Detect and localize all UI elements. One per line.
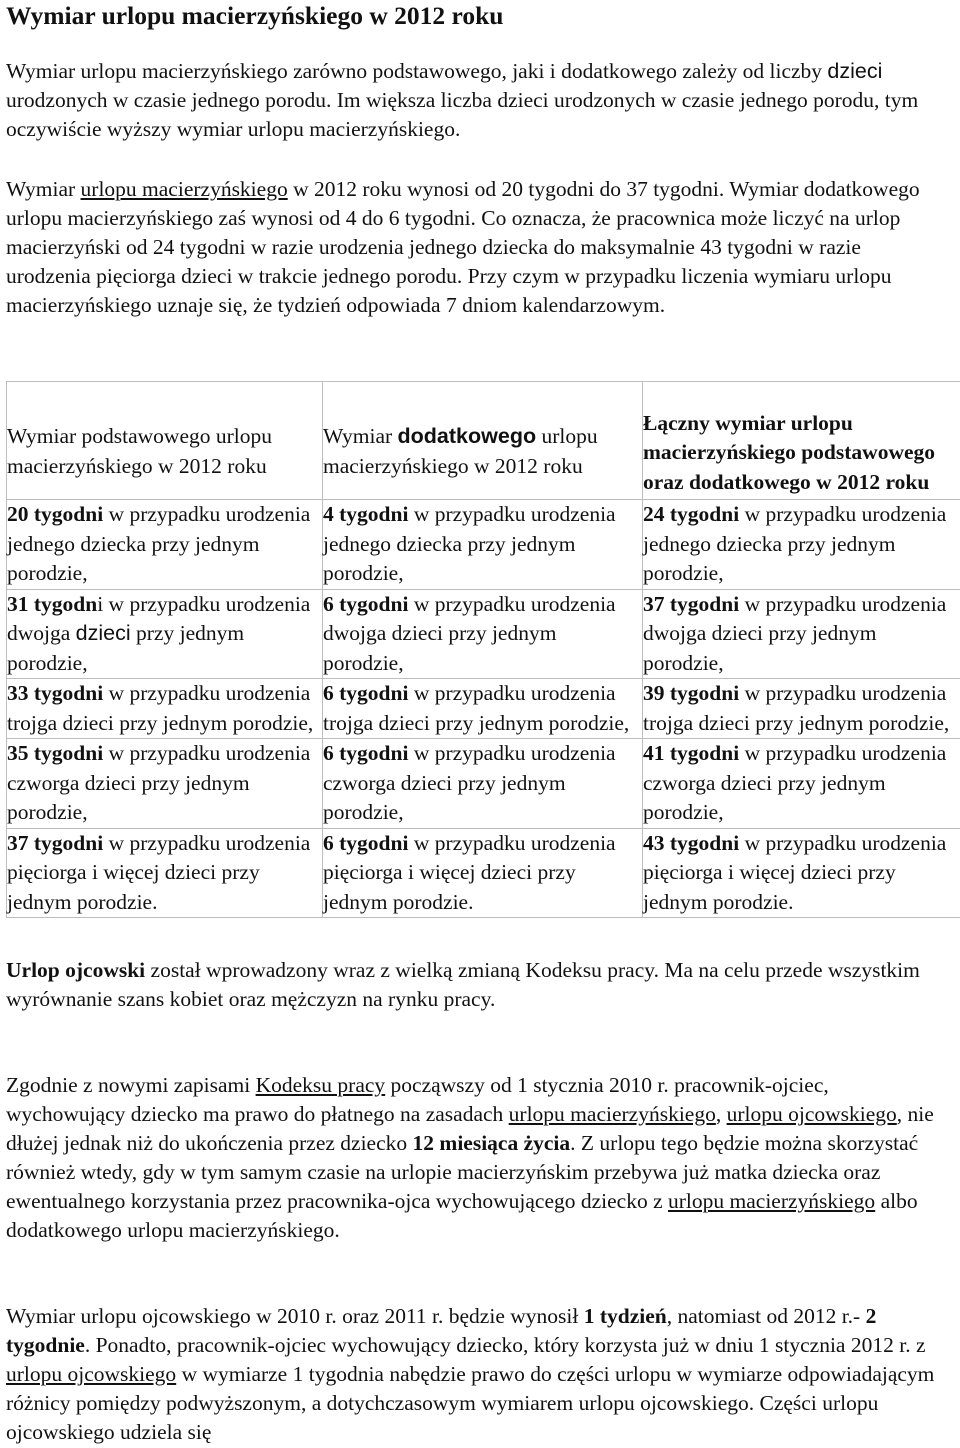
table-row <box>7 828 960 918</box>
intro-text: Wymiar <box>6 177 76 201</box>
header-cell-additional <box>323 382 643 500</box>
table-cell <box>323 739 643 829</box>
table-cell <box>7 828 323 918</box>
weeks-value: 6 tygodni <box>323 830 409 855</box>
cell-text: w przypadku urodzenia pięciorga i więcej dzieci przy jednym porodzie. <box>323 830 616 914</box>
weeks-value: 20 tygodni <box>7 502 104 526</box>
header-text: urlopu macierzyńskiego w 2012 roku <box>323 424 598 478</box>
table-row <box>7 739 960 829</box>
header-text-dodatkowego: dodatkowego <box>397 424 537 448</box>
cell-text: w przypadku urodzenia jednego dziecka przy jednym porodzie, <box>643 502 947 585</box>
cell-text: w przypadku urodzenia czworga dzieci przy jednym porodzie, <box>7 741 311 824</box>
table-row <box>7 679 960 739</box>
link-urlop-macierzynski[interactable]: urlopu macierzyńskiego <box>668 1189 876 1213</box>
table-cell <box>323 589 643 679</box>
weeks-value: 43 tygodni <box>643 830 740 855</box>
ojcowski-paragraph-3 <box>6 1302 950 1447</box>
table-cell <box>7 679 323 739</box>
cell-text: w przypadku urodzenia trojga dzieci przy jednym porodzie, <box>323 681 630 735</box>
weeks-value: 31 tygodn <box>7 591 98 616</box>
intro-word-dzieci: dzieci <box>827 59 883 83</box>
link-urlop-ojcowski[interactable]: urlopu ojcowskiego <box>726 1102 897 1126</box>
paragraph-text: , nie dłużej jednak niż do ukończenia przez dziecko <box>6 1102 934 1155</box>
header-cell-basic: Wymiar podstawowego urlopu macierzyńskiego w 2012 roku <box>7 382 323 500</box>
weeks-value: 6 tygodni <box>323 591 409 616</box>
paragraph-text: albo dodatkowego urlopu macierzyńskiego. <box>6 1189 918 1242</box>
table-cell <box>323 828 643 918</box>
link-urlop-ojcowski[interactable]: urlopu ojcowskiego <box>6 1362 177 1386</box>
table-cell <box>643 500 960 590</box>
table-row <box>7 589 960 679</box>
cell-text: i w przypadku urodzenia dwojga <box>7 591 311 645</box>
paragraph-text: , <box>715 1102 722 1126</box>
cell-text: w przypadku urodzenia dwojga dzieci przy jednym porodzie, <box>643 591 947 675</box>
cell-text: w przypadku urodzenia jednego dziecka przy jednym porodzie, <box>7 502 311 585</box>
table-cell <box>643 828 960 918</box>
ojcowski-paragraph-1 <box>6 956 950 1014</box>
intro-paragraph-1 <box>6 57 950 144</box>
table-cell <box>323 500 643 590</box>
weeks-value: 37 tygodni <box>7 830 104 855</box>
bold-term: 1 tydzień <box>583 1304 667 1328</box>
table-cell <box>7 500 323 590</box>
page-title: Wymiar urlopu macierzyńskiego w 2012 roku <box>6 1 504 30</box>
paragraph-text: w wymiarze 1 tygodnia nabędzie prawo do części urlopu w wymiarze odpowiadającym różnicy pomiędzy podwyższonym, a dotychczasowym wymiarem urlopu ojcowskiego. Części urlopu ojcowskiego udziela się <box>6 1362 935 1444</box>
weeks-value: 6 tygodni <box>323 681 409 705</box>
weeks-value: 35 tygodni <box>7 741 104 765</box>
weeks-value: 41 tygodni <box>643 741 740 765</box>
cell-word-dzieci: dzieci <box>75 621 131 645</box>
weeks-value: 24 tygodni <box>643 502 740 526</box>
cell-text: w przypadku urodzenia czworga dzieci przy jednym porodzie, <box>643 741 947 824</box>
paragraph-text: Wymiar urlopu ojcowskiego w 2010 r. oraz 2011 r. będzie wynosił <box>6 1304 579 1328</box>
cell-text: przy jednym porodzie, <box>7 621 245 675</box>
cell-text: w przypadku urodzenia dwojga dzieci przy jednym porodzie, <box>323 591 616 675</box>
cell-text: w przypadku urodzenia czworga dzieci przy jednym porodzie, <box>323 741 616 824</box>
table-row <box>7 500 960 590</box>
cell-text: w przypadku urodzenia jednego dziecka przy jednym porodzie, <box>323 502 616 585</box>
table-cell <box>643 589 960 679</box>
header-cell-total: Łączny wymiar urlopu macierzyńskiego podstawowego oraz dodatkowego w 2012 roku <box>643 382 960 500</box>
paragraph-text: . Z urlopu tego będzie można skorzystać również wtedy, gdy w tym samym czasie na urlopie macierzyńskim przebywa już matka dziecka oraz ewentualnego korzystania przez pracownika-ojca wychowującego dziecko z <box>6 1131 919 1213</box>
bold-term: Urlop ojcowski <box>6 958 146 982</box>
weeks-value: 6 tygodni <box>323 741 409 765</box>
header-text: Wymiar <box>323 424 393 448</box>
link-urlop-macierzynski[interactable]: urlopu macierzyńskiego <box>80 177 288 201</box>
weeks-value: 4 tygodni <box>323 502 409 526</box>
intro-text: urodzonych w czasie jednego porodu. Im większa liczba dzieci urodzonych w czasie jednego porodu, tym oczywiście wyższy wymiar urlopu macierzyńskiego. <box>6 88 919 141</box>
cell-text: w przypadku urodzenia pięciorga i więcej dzieci przy jednym porodzie. <box>643 830 947 914</box>
ojcowski-paragraph-2 <box>6 1071 950 1245</box>
bold-term: 2 tygodnie <box>6 1304 877 1357</box>
paragraph-text: począwszy od 1 stycznia 2010 r. pracownik-ojciec, wychowujący dziecko ma prawo do płatnego na zasadach <box>6 1073 829 1126</box>
table-header-row <box>7 382 960 500</box>
intro-text: Wymiar urlopu macierzyńskiego zarówno podstawowego, jaki i dodatkowego zależy od liczby <box>6 59 823 83</box>
intro-paragraph-2 <box>6 175 950 320</box>
paragraph-text: został wprowadzony wraz z wielką zmianą Kodeksu pracy. Ma na celu przede wszystkim wyrównanie szans kobiet oraz mężczyzn na rynku pracy. <box>6 958 920 1011</box>
leave-table <box>6 381 960 918</box>
paragraph-text: Zgodnie z nowymi zapisami <box>6 1073 251 1097</box>
bold-term: 12 miesiąca życia <box>412 1131 571 1155</box>
intro-text: w 2012 roku wynosi od 20 tygodni do 37 tygodni. Wymiar dodatkowego urlopu macierzyńskiego zaś wynosi od 4 do 6 tygodni. Co oznacza, że pracownica może liczyć na urlop macierzyński od 24 tygodni w razie urodzenia jednego dziecka do maksymalnie 43 tygodni w razie urodzenia pięciorga dzieci w trakcie jednego porodu. Przy czym w przypadku liczenia wymiaru urlopu macierzyńskiego uznaje się, że tydzień odpowiada 7 dniom kalendarzowym. <box>6 177 920 317</box>
table-cell <box>323 679 643 739</box>
table-cell <box>643 739 960 829</box>
weeks-value: 33 tygodni <box>7 681 104 705</box>
table-cell <box>7 589 323 679</box>
table-cell <box>643 679 960 739</box>
link-kodeks-pracy[interactable]: Kodeksu pracy <box>255 1073 386 1097</box>
cell-text: w przypadku urodzenia trojga dzieci przy jednym porodzie, <box>7 681 314 735</box>
weeks-value: 39 tygodni <box>643 681 740 705</box>
paragraph-text: . Ponadto, pracownik-ojciec wychowujący dziecko, który korzysta już w dniu 1 stycznia 2012 r. z <box>84 1333 926 1357</box>
cell-text: w przypadku urodzenia pięciorga i więcej dzieci przy jednym porodzie. <box>7 830 311 914</box>
weeks-value: 37 tygodni <box>643 591 740 616</box>
cell-text: w przypadku urodzenia trojga dzieci przy jednym porodzie, <box>643 681 950 735</box>
table-cell <box>7 739 323 829</box>
link-urlop-macierzynski[interactable]: urlopu macierzyńskiego <box>508 1102 716 1126</box>
paragraph-text: , natomiast od 2012 r.- <box>666 1304 861 1328</box>
